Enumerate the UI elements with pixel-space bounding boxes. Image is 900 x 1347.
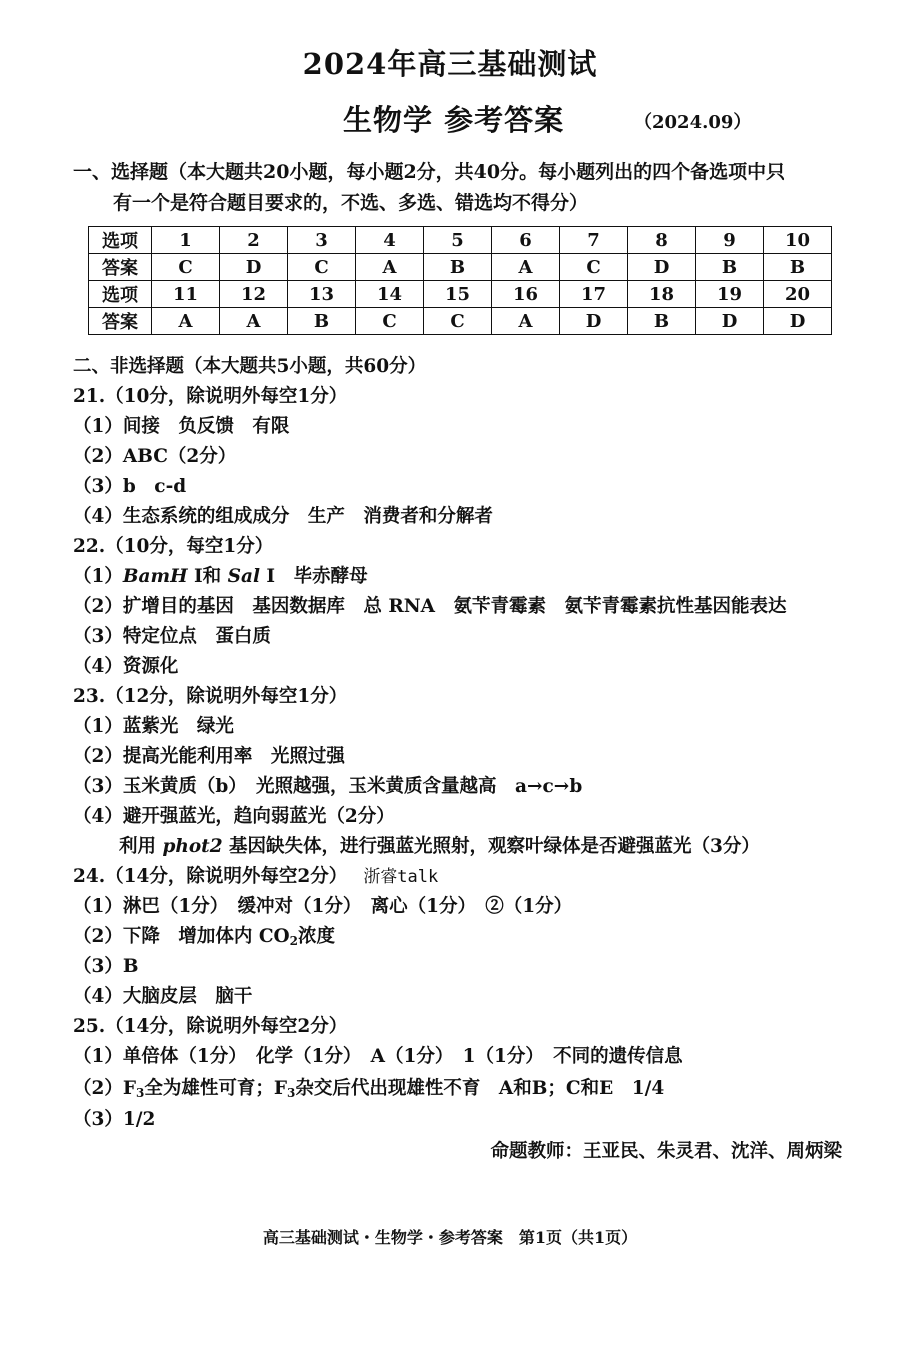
answer-table-cell: A: [492, 254, 560, 281]
q22-a1-prefix: （1）: [73, 566, 123, 587]
q25-a2-sub2: 3: [287, 1086, 296, 1100]
answer-table-cell: D: [764, 308, 832, 335]
gene-phot2: phot2: [162, 836, 223, 857]
q24-a2-subscript: 2: [289, 934, 299, 948]
q23-heading: 23.（12分，除说明外每空1分）: [73, 686, 348, 707]
section1-heading-line1: 一、选择题（本大题共20小题，每小题2分，共40分。每小题列出的四个备选项中只: [73, 161, 786, 183]
answer-table-cell: 14: [356, 281, 424, 308]
answer-table-cell: 18: [628, 281, 696, 308]
q21-answer-2: （2）ABC（2分）: [73, 446, 237, 467]
answer-table-cell: B: [628, 308, 696, 335]
q22-answer-4: （4）资源化: [73, 656, 179, 677]
answer-table-cell: B: [288, 308, 356, 335]
answer-table-row: [89, 281, 832, 308]
answer-table-row-label: 答案: [89, 308, 152, 335]
q22-a1-suffix: Ⅰ 毕赤酵母: [259, 566, 368, 587]
q24-a2-suffix: 浓度: [298, 926, 336, 947]
answer-table-cell: A: [492, 308, 560, 335]
q21-answer-4: （4）生态系统的组成成分 生产 消费者和分解者: [73, 506, 493, 527]
answer-table-cell: B: [424, 254, 492, 281]
q22-answer-3: （3）特定位点 蛋白质: [73, 626, 271, 647]
answer-table-cell: D: [628, 254, 696, 281]
answer-table-row-label: 选项: [89, 281, 152, 308]
answer-table-cell: D: [560, 308, 628, 335]
answer-table-cell: C: [152, 254, 220, 281]
q21-heading: 21.（10分，除说明外每空1分）: [73, 386, 348, 407]
page-subtitle: 生物学 参考答案: [343, 103, 565, 137]
answer-table-cell: B: [696, 254, 764, 281]
answer-table-cell: 15: [424, 281, 492, 308]
q25-a2-sub1: 3: [136, 1086, 145, 1100]
q24-answer-3: （3）B: [73, 956, 139, 977]
q24-answer-2: [73, 922, 335, 956]
page-footer: 高三基础测试・生物学・参考答案 第1页（共1页）: [262, 1228, 638, 1247]
q21-answer-3: （3）b c-d: [73, 476, 187, 497]
q25-answer-1: （1）单倍体（1分） 化学（1分） A（1分） 1（1分） 不同的遗传信息: [73, 1046, 683, 1067]
q23-answer-1: （1）蓝紫光 绿光: [73, 716, 234, 737]
q24-answer-4: （4）大脑皮层 脑干: [73, 986, 253, 1007]
answer-table-row: [89, 254, 832, 281]
answer-table-cell: A: [356, 254, 424, 281]
answer-table-cell: 4: [356, 227, 424, 254]
enzyme-bamh: BamH: [122, 566, 188, 587]
page-title: 2024年高三基础测试: [302, 47, 598, 81]
answer-table-cell: A: [220, 308, 288, 335]
q21-answer-1: （1）间接 负反馈 有限: [73, 416, 290, 437]
q23-answer-4: （4）避开强蓝光，趋向弱蓝光（2分）: [73, 806, 395, 827]
answer-table-cell: C: [424, 308, 492, 335]
answer-table-row-label: 选项: [89, 227, 152, 254]
exam-date: （2024.09）: [634, 112, 752, 133]
q22-heading: 22.（10分，每空1分）: [73, 536, 274, 557]
answer-table-cell: 12: [220, 281, 288, 308]
q25-a2-part2: 全为雄性可育；F: [144, 1078, 288, 1099]
answer-table-cell: 5: [424, 227, 492, 254]
answer-table-cell: 1: [152, 227, 220, 254]
watermark-note: 浙睿talk: [363, 867, 439, 887]
q22-answer-2: （2）扩增目的基因 基因数据库 总 RNA 氨苄青霉素 氨苄青霉素抗性基因能表达: [73, 596, 787, 617]
answer-table-cell: 10: [764, 227, 832, 254]
answer-table-cell: 6: [492, 227, 560, 254]
q25-answer-2: [73, 1074, 664, 1108]
q25-heading: 25.（14分，除说明外每空2分）: [73, 1016, 348, 1037]
q24-a2-prefix: （2）下降 增加体内 CO: [73, 926, 290, 947]
q24-heading: [73, 862, 438, 892]
author-teachers: 命题教师：王亚民、朱灵君、沈洋、周炳梁: [490, 1141, 842, 1162]
section2-heading: 二、非选择题（本大题共5小题，共60分）: [73, 356, 427, 377]
answer-table-cell: 13: [288, 281, 356, 308]
q25-a2-part1: （2）F: [73, 1078, 137, 1099]
answer-table-cell: 17: [560, 281, 628, 308]
q22-a1-mid: Ⅰ和: [187, 566, 228, 587]
q24-answer-1: （1）淋巴（1分） 缓冲对（1分） 离心（1分） ②（1分）: [73, 896, 573, 917]
q23-a4b-prefix: 利用: [119, 836, 163, 857]
answer-table-row: [89, 227, 832, 254]
answer-table-cell: D: [696, 308, 764, 335]
answer-table-row: [89, 308, 832, 335]
q23-answer-4-continued: [119, 832, 760, 862]
section1-heading: [73, 157, 853, 219]
q22-answer-1: [73, 562, 368, 592]
answer-table-cell: B: [764, 254, 832, 281]
q23-answer-3: （3）玉米黄质（b） 光照越强，玉米黄质含量越高 a→c→b: [73, 776, 583, 797]
answer-table-cell: 19: [696, 281, 764, 308]
answer-table-cell: C: [288, 254, 356, 281]
q25-answer-3: （3）1/2: [73, 1109, 156, 1130]
section1-heading-line2: 有一个是符合题目要求的，不选、多选、错选均不得分）: [113, 192, 589, 214]
answer-table-cell: 7: [560, 227, 628, 254]
answer-table-cell: 3: [288, 227, 356, 254]
answer-table-cell: D: [220, 254, 288, 281]
enzyme-sal: Sal: [227, 566, 260, 587]
answer-table-cell: 8: [628, 227, 696, 254]
answer-table-cell: 11: [152, 281, 220, 308]
answer-table-cell: 9: [696, 227, 764, 254]
answer-table-cell: 20: [764, 281, 832, 308]
q23-answer-2: （2）提高光能利用率 光照过强: [73, 746, 345, 767]
q23-a4b-suffix: 基因缺失体，进行强蓝光照射，观察叶绿体是否避强蓝光（3分）: [222, 836, 760, 857]
answer-table-row-label: 答案: [89, 254, 152, 281]
q24-head-text: 24.（14分，除说明外每空2分）: [73, 866, 348, 887]
answer-table-cell: C: [356, 308, 424, 335]
q25-a2-part3: 杂交后代出现雄性不育 A和B；C和E 1/4: [295, 1078, 665, 1099]
answer-table-cell: C: [560, 254, 628, 281]
subtitle-row: [0, 98, 900, 138]
choice-answer-table: [88, 226, 832, 335]
answer-table-cell: 16: [492, 281, 560, 308]
answer-table-cell: 2: [220, 227, 288, 254]
answer-table-cell: A: [152, 308, 220, 335]
